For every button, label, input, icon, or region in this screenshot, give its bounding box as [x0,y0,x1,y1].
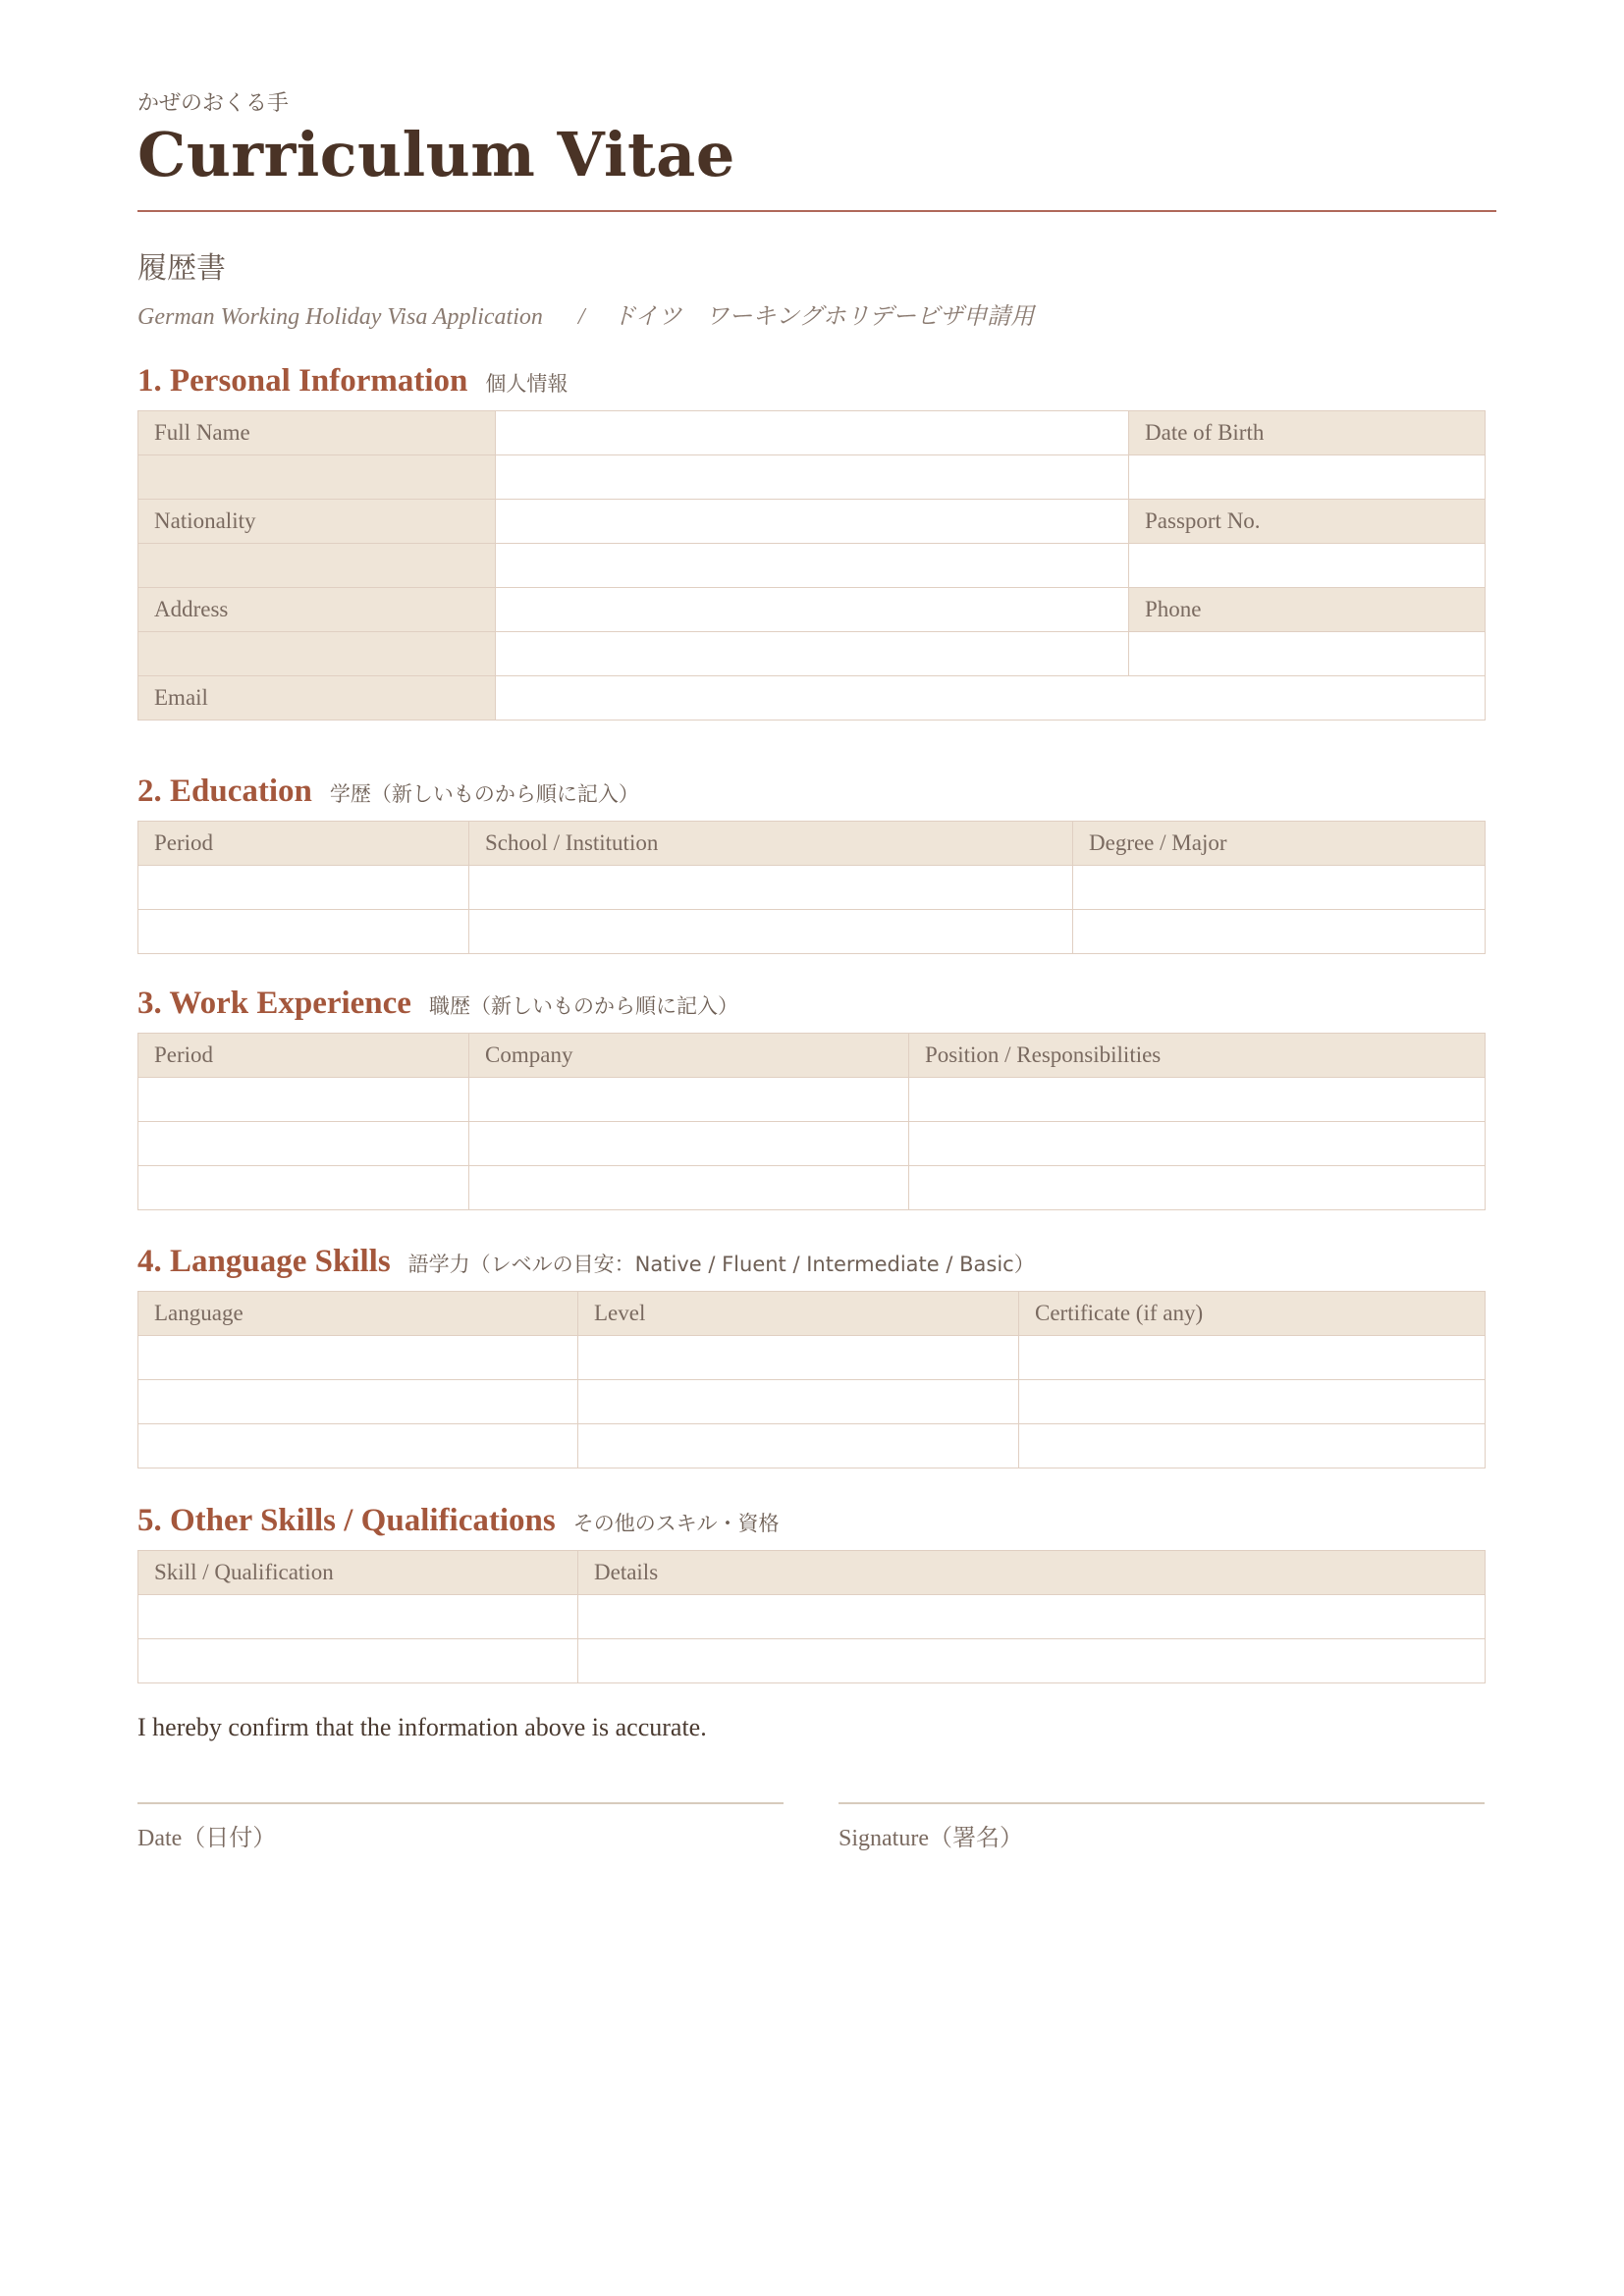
passport-field[interactable] [1129,544,1486,588]
personal-info-table [137,410,1486,721]
section-personal-heading [137,363,568,400]
table-cell[interactable] [1019,1336,1486,1380]
subtitle-separator: / [577,304,585,330]
table-cell[interactable] [138,1380,578,1424]
column-header: Details [578,1551,1486,1595]
table-cell[interactable] [578,1639,1486,1683]
column-header: Company [469,1034,909,1078]
table-cell[interactable] [578,1336,1019,1380]
table-cell[interactable] [469,910,1073,954]
table-row [138,1122,1486,1166]
table-cell[interactable] [1073,866,1486,910]
column-header: Certificate (if any) [1019,1292,1486,1336]
table-cell[interactable] [138,1336,578,1380]
table-cell[interactable] [909,1166,1486,1210]
dob-field[interactable] [1129,455,1486,500]
subtitle [137,296,1034,331]
table-cell[interactable] [138,866,469,910]
section-title: 2. Education [137,774,312,809]
section-work-heading [137,986,738,1022]
signature-line[interactable] [839,1802,1485,1804]
brand-name: かぜのおくる手 [137,91,290,116]
label-cell [138,455,496,500]
table-cell[interactable] [138,1078,469,1122]
section-other-heading [137,1503,780,1539]
phone-label: Phone [1129,588,1486,632]
table-row [138,1595,1486,1639]
table-cell[interactable] [1019,1424,1486,1468]
column-header: Degree / Major [1073,822,1486,866]
dob-label: Date of Birth [1129,411,1486,455]
table-cell[interactable] [469,866,1073,910]
label-cell [138,632,496,676]
section-title-jp: 職歴（新しいものから順に記入） [428,994,738,1018]
table-cell[interactable] [578,1424,1019,1468]
section-title-jp: その他のスキル・資格 [572,1512,780,1535]
other-skills-table [137,1550,1486,1683]
address-field-2[interactable] [496,632,1129,676]
table-cell[interactable] [138,1424,578,1468]
full-name-label: Full Name [138,411,496,455]
table-row [138,1078,1486,1122]
table-cell[interactable] [469,1166,909,1210]
title-divider [137,210,1496,212]
japanese-title: 履歴書 [137,251,226,286]
label-cell [138,544,496,588]
page-title: Curriculum Vitae [137,119,735,190]
email-label: Email [138,676,496,721]
section-title: 5. Other Skills / Qualifications [137,1503,556,1538]
full-name-field[interactable] [496,411,1129,455]
address-field[interactable] [496,588,1129,632]
nationality-field[interactable] [496,500,1129,544]
phone-field[interactable] [1129,632,1486,676]
table-cell[interactable] [578,1595,1486,1639]
confirmation-statement: I hereby confirm that the information above is accurate. [137,1713,707,1741]
column-header: Level [578,1292,1019,1336]
table-cell[interactable] [469,1122,909,1166]
section-language-heading [137,1244,1035,1280]
table-row [138,1380,1486,1424]
subtitle-english: German Working Holiday Visa Application [137,304,543,330]
section-title-jp: 個人情報 [485,372,568,396]
table-cell[interactable] [578,1380,1019,1424]
section-title: 1. Personal Information [137,363,468,399]
signature-label: Signature（署名） [839,1826,1023,1851]
table-cell[interactable] [138,1166,469,1210]
table-row [138,1166,1486,1210]
table-cell[interactable] [138,1122,469,1166]
passport-label: Passport No. [1129,500,1486,544]
column-header: School / Institution [469,822,1073,866]
email-field[interactable] [496,676,1486,721]
education-table [137,821,1486,954]
table-cell[interactable] [138,1595,578,1639]
table-row [138,1639,1486,1683]
table-row [138,1336,1486,1380]
column-header: Language [138,1292,578,1336]
address-label: Address [138,588,496,632]
table-cell[interactable] [909,1078,1486,1122]
nationality-field-2[interactable] [496,544,1129,588]
column-header: Skill / Qualification [138,1551,578,1595]
nationality-label: Nationality [138,500,496,544]
table-cell[interactable] [469,1078,909,1122]
work-experience-table [137,1033,1486,1210]
table-cell[interactable] [138,910,469,954]
table-cell[interactable] [138,1639,578,1683]
subtitle-japanese: ドイツ ワーキングホリデービザ申請用 [612,304,1035,330]
section-title: 4. Language Skills [137,1244,391,1279]
section-title-jp: 語学力（レベルの目安：Native / Fluent / Intermediate / Basic） [407,1253,1035,1276]
table-row [138,910,1486,954]
table-cell[interactable] [1019,1380,1486,1424]
date-label: Date（日付） [137,1826,277,1851]
date-line[interactable] [137,1802,784,1804]
column-header: Period [138,1034,469,1078]
table-cell[interactable] [909,1122,1486,1166]
column-header: Period [138,822,469,866]
section-education-heading [137,774,639,810]
table-row [138,1424,1486,1468]
full-name-field-2[interactable] [496,455,1129,500]
table-row [138,866,1486,910]
language-skills-table [137,1291,1486,1468]
section-title-jp: 学歴（新しいものから順に記入） [329,782,639,806]
column-header: Position / Responsibilities [909,1034,1486,1078]
section-title: 3. Work Experience [137,986,411,1021]
table-cell[interactable] [1073,910,1486,954]
